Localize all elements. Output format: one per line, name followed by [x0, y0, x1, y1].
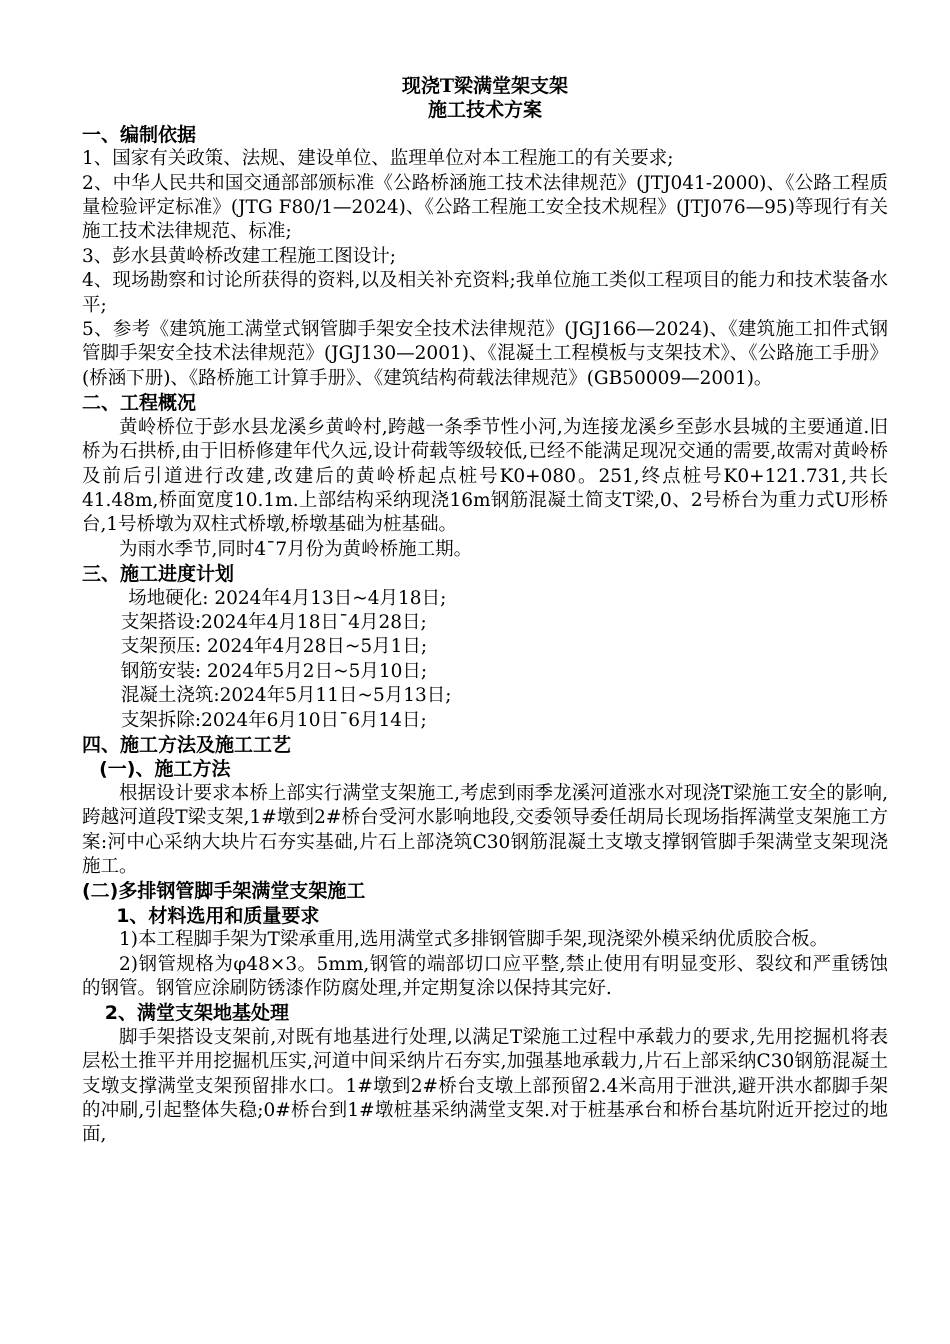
overview-paragraph-2: 为雨水季节,同时4¯7月份为黄岭桥施工期。: [119, 538, 473, 560]
document-title-line-1: 现浇T梁满堂架支架: [401, 75, 569, 97]
basis-item-3: 3、彭水县黄岭桥改建工程施工图设计;: [82, 245, 397, 267]
materials-item-2: 2)钢管规格为φ48×3。5mm,钢管的端部切口应平整,禁止使用有明显变形、裂纹和严重锈蚀的钢管。钢管应涂刷防锈漆作防腐处理,并定期复涂以保持其完好.: [82, 953, 888, 1000]
schedule-item: 支架搭设:2024年4月18日¯4月28日;: [120, 611, 427, 633]
overview-paragraph-1: 黄岭桥位于彭水县龙溪乡黄岭村,跨越一条季节性小河,为连接龙溪乡至彭水县城的主要通道.旧桥为石拱桥,由于旧桥修建年代久远,设计荷载等级较低,已经不能满足现况交通的需要,故需对黄岭桥及前后引道进行改建,改建后的黄岭桥起点桩号K0+080。251,终点桩号K0+121.731,共长41.48m,桥面宽度10.1m.上部结构采纳现浇16m钢筋混凝土简支T梁,0、2号桥台为重力式U形桥台,1号桥墩为双柱式桥墩,桥墩基础为桩基础。: [82, 416, 888, 536]
method-paragraph: 根据设计要求本桥上部实行满堂支架施工,考虑到雨季龙溪河道涨水对现浇T梁施工安全的影响,跨越河道段T梁支架,1#墩到2#桥台受河水影响地段,交委领导委任胡局长现场指挥满堂支架施工方案:河中心采纳大块片石夯实基础,片石上部浇筑C30钢筋混凝土支墩支撑钢管脚手架满堂支架现浇施工。: [82, 782, 888, 877]
schedule-item: 场地硬化: 2024年4月13日~4月18日;: [128, 587, 447, 609]
basis-item-4: 4、现场勘察和讨论所获得的资料,以及相关补充资料;我单位施工类似工程项目的能力和技术装备水平;: [82, 270, 888, 316]
subsection-heading-materials: 1、材料选用和质量要求: [116, 904, 320, 927]
schedule-item: 支架预压: 2024年4月28日~5月1日;: [120, 636, 428, 658]
section-heading-schedule: 三、施工进度计划: [82, 563, 235, 586]
subsection-heading-foundation: 2、满堂支架地基处理: [104, 1002, 290, 1025]
basis-item-1: 1、国家有关政策、法规、建设单位、监理单位对本工程施工的有关要求;: [82, 148, 674, 170]
subsection-heading-method: (一)、施工方法: [99, 758, 231, 781]
schedule-item: 混凝土浇筑:2024年5月11日~5月13日;: [120, 685, 452, 707]
schedule-item: 支架拆除:2024年6月10日¯6月14日;: [120, 709, 427, 731]
schedule-item: 钢筋安装: 2024年5月2日~5月10日;: [120, 660, 428, 682]
foundation-paragraph: 脚手架搭设支架前,对既有地基进行处理,以满足T梁施工过程中承载力的要求,先用挖掘机将表层松土推平并用挖掘机压实,河道中间采纳片石夯实,加强基地承载力,片石上部采纳C30钢筋混凝土支墩支撑满堂支架预留排水口。1#墩到2#桥台支墩上部预留2.4米高用于泄洪,避开洪水都脚手架的冲刷,引起整体失稳;0#桥台到1#墩桩基采纳满堂支架.对于桩基承台和桥台基坑附近开挖过的地面,: [82, 1026, 888, 1146]
materials-item-1: 1)本工程脚手架为T梁承重用,选用满堂式多排钢管脚手架,现浇梁外模采纳优质胶合板。: [119, 929, 829, 951]
section-heading-overview: 二、工程概况: [82, 392, 197, 415]
document-page: [82, 74, 888, 1148]
section-heading-methods: 四、施工方法及施工工艺: [82, 733, 292, 756]
subsection-heading-scaffold: (二)多排钢管脚手架满堂支架施工: [82, 880, 366, 903]
document-title-line-2: 施工技术方案: [427, 99, 542, 122]
basis-item-5: 5、参考《建筑施工满堂式钢管脚手架安全技术法律规范》(JGJ166—2024)、《建筑施工扣件式钢管脚手架安全技术法律规范》(JGJ130—2001)、《混凝土工程模板与支架技术》、《公路施工手册》(桥涵下册)、《路桥施工计算手册》、《建筑结构荷载法律规范》(GB50009—2001)。: [82, 319, 888, 389]
basis-item-2: 2、中华人民共和国交通部部颁标准《公路桥涵施工技术法律规范》(JTJ041-2000)、《公路工程质量检验评定标准》(JTG F80/1—2024)、《公路工程施工安全技术规程》(JTJ076—95)等现行有关施工技术法律规范、标准;: [82, 172, 888, 243]
section-heading-basis: 一、编制依据: [82, 123, 197, 146]
